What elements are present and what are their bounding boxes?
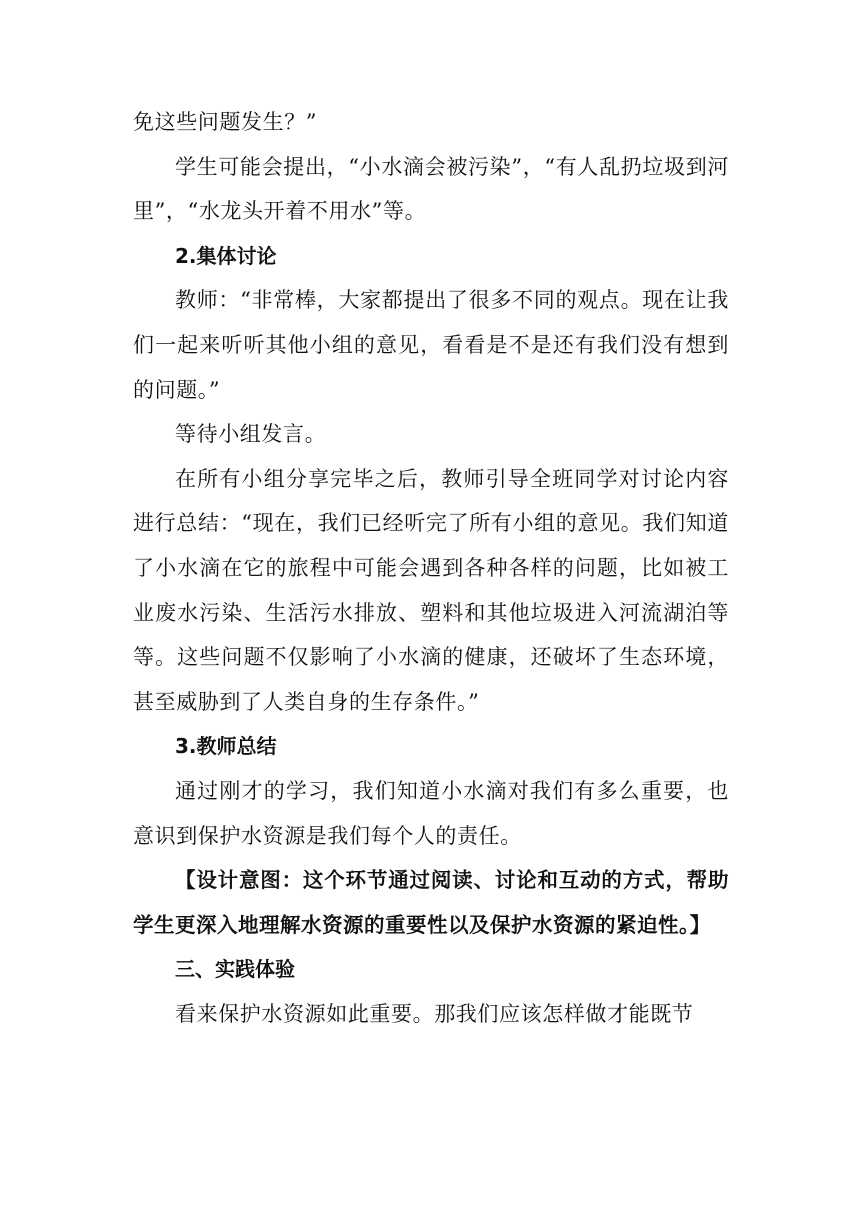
paragraph-practice-intro: 看来保护水资源如此重要。那我们应该怎样做才能既节 xyxy=(175,1001,694,1026)
document-page xyxy=(133,100,729,1036)
paragraph-teacher-quote: 教师：“非常棒，大家都提出了很多不同的观点。现在让我们一起来听听其他小组的意见，看看是不是还有我们没有想到的问题。” xyxy=(133,288,729,402)
section-heading-practice: 三、实践体验 xyxy=(175,957,295,982)
paragraph-conclusion: 通过刚才的学习，我们知道小水滴对我们有多么重要，也意识到保护水资源是我们每个人的责任。 xyxy=(133,778,729,848)
section-heading-group-discussion: 2.集体讨论 xyxy=(175,243,277,268)
section-heading-teacher-summary: 3.教师总结 xyxy=(175,734,277,759)
paragraph-continuation: 免这些问题发生？” xyxy=(133,110,318,134)
paragraph-student-answers: 学生可能会提出，“小水滴会被污染”，“有人乱扔垃圾到河里”，“水龙头开着不用水”等。 xyxy=(133,154,729,224)
paragraph-wait: 等待小组发言。 xyxy=(175,422,327,447)
paragraph-design-intent: 【设计意图：这个环节通过阅读、讨论和互动的方式，帮助学生更深入地理解水资源的重要性以及保护水资源的紧迫性。】 xyxy=(133,868,729,937)
paragraph-summary: 在所有小组分享完毕之后，教师引导全班同学对讨论内容进行总结：“现在，我们已经听完了所有小组的意见。我们知道了小水滴在它的旅程中可能会遇到各种各样的问题，比如被工业废水污染、生活污水排放、塑料和其他垃圾进入河流湖泊等等。这些问题不仅影响了小水滴的健康，还破坏了生态环境，甚至威胁到了人类自身的生存条件。” xyxy=(133,466,729,714)
